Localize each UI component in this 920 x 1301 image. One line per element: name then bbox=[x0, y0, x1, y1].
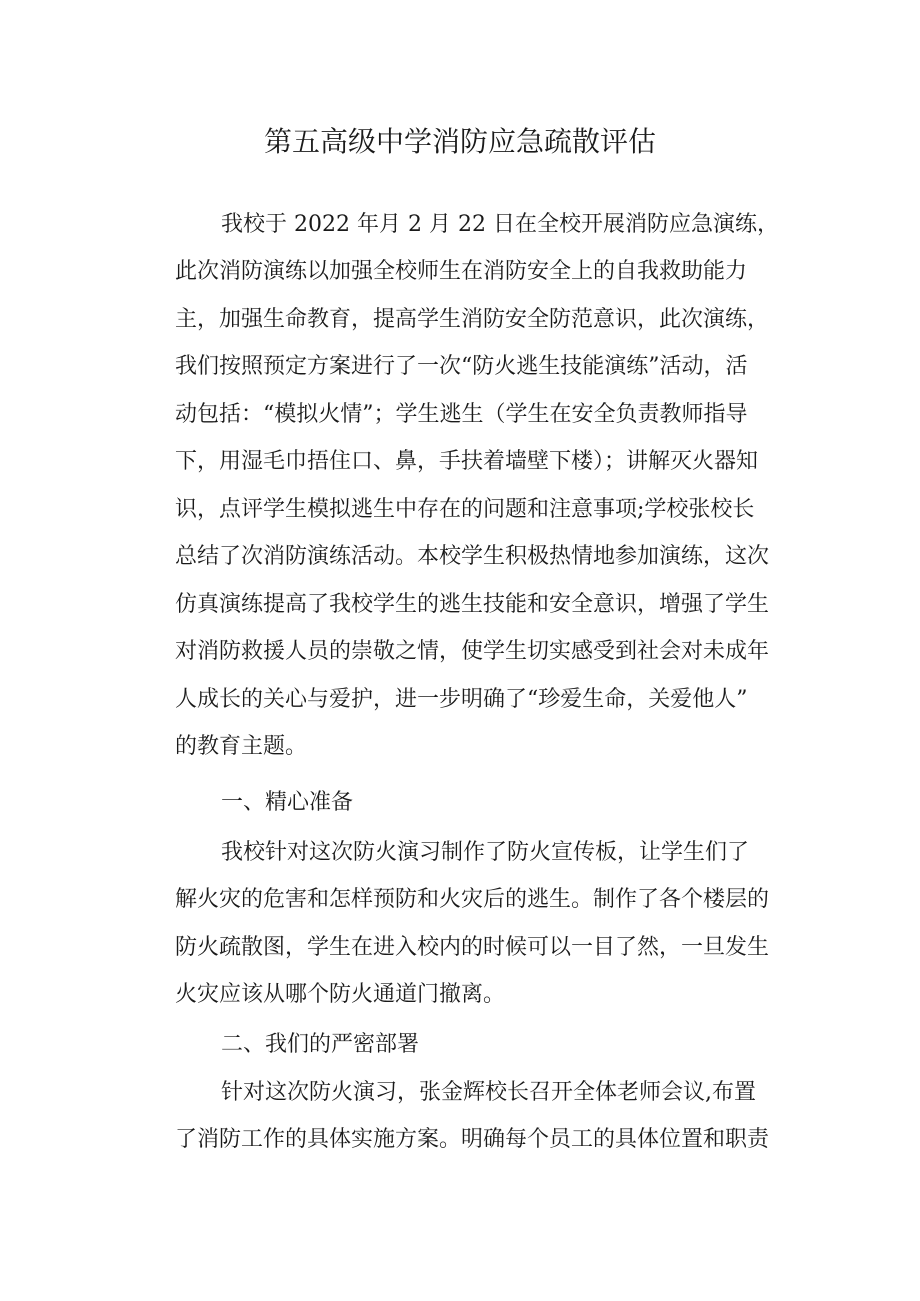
paragraph-line: 对消防救援人员的崇敬之情，使学生切实感受到社会对未成年 bbox=[175, 639, 770, 664]
paragraph-line: 此次消防演练以加强全校师生在消防安全上的自我救助能力 bbox=[175, 259, 748, 284]
paragraph-line: 我校于 2022 年月 2 月 22 日在全校开展消防应急演练， bbox=[221, 212, 779, 237]
paragraph-line: 我们按照预定方案进行了一次“防火逃生技能演练”活动，活 bbox=[175, 354, 748, 379]
paragraph-line: 针对这次防火演习，张金辉校长召开全体老师会议,布置 bbox=[221, 1080, 756, 1105]
document-title: 第五高级中学消防应急疏散评估 bbox=[263, 125, 656, 158]
paragraph-line: 总结了次消防演练活动。本校学生积极热情地参加演练，这次 bbox=[175, 544, 770, 569]
paragraph-line: 防火疏散图，学生在进入校内的时候可以一目了然，一旦发生 bbox=[175, 935, 770, 960]
paragraph-line: 主，加强生命教育，提高学生消防安全防范意识，此次演练， bbox=[175, 307, 770, 332]
paragraph-line: 动包括：“模拟火情”；学生逃生（学生在安全负责教师指导 bbox=[175, 402, 748, 427]
paragraph-line: 仿真演练提高了我校学生的逃生技能和安全意识，增强了学生 bbox=[175, 592, 770, 617]
paragraph-line: 了消防工作的具体实施方案。明确每个员工的具体位置和职责 bbox=[175, 1127, 770, 1152]
section-heading-1: 一、精心准备 bbox=[221, 790, 354, 815]
paragraph-line: 的教育主题。 bbox=[175, 734, 308, 759]
paragraph-line: 火灾应该从哪个防火通道门撤离。 bbox=[175, 982, 506, 1007]
paragraph-line: 解火灾的危害和怎样预防和火灾后的逃生。制作了各个楼层的 bbox=[175, 887, 770, 912]
paragraph-line: 我校针对这次防火演习制作了防火宣传板，让学生们了 bbox=[221, 840, 750, 865]
paragraph-line: 人成长的关心与爱护，进一步明确了“珍爱生命，关爱他人” bbox=[175, 687, 748, 712]
section-heading-2: 二、我们的严密部署 bbox=[221, 1032, 420, 1057]
paragraph-line: 识，点评学生模拟逃生中存在的问题和注意事项;学校张校长 bbox=[175, 497, 755, 522]
paragraph-line: 下，用湿毛巾捂住口、鼻，手扶着墙壁下楼）；讲解灭火器知 bbox=[175, 449, 759, 474]
